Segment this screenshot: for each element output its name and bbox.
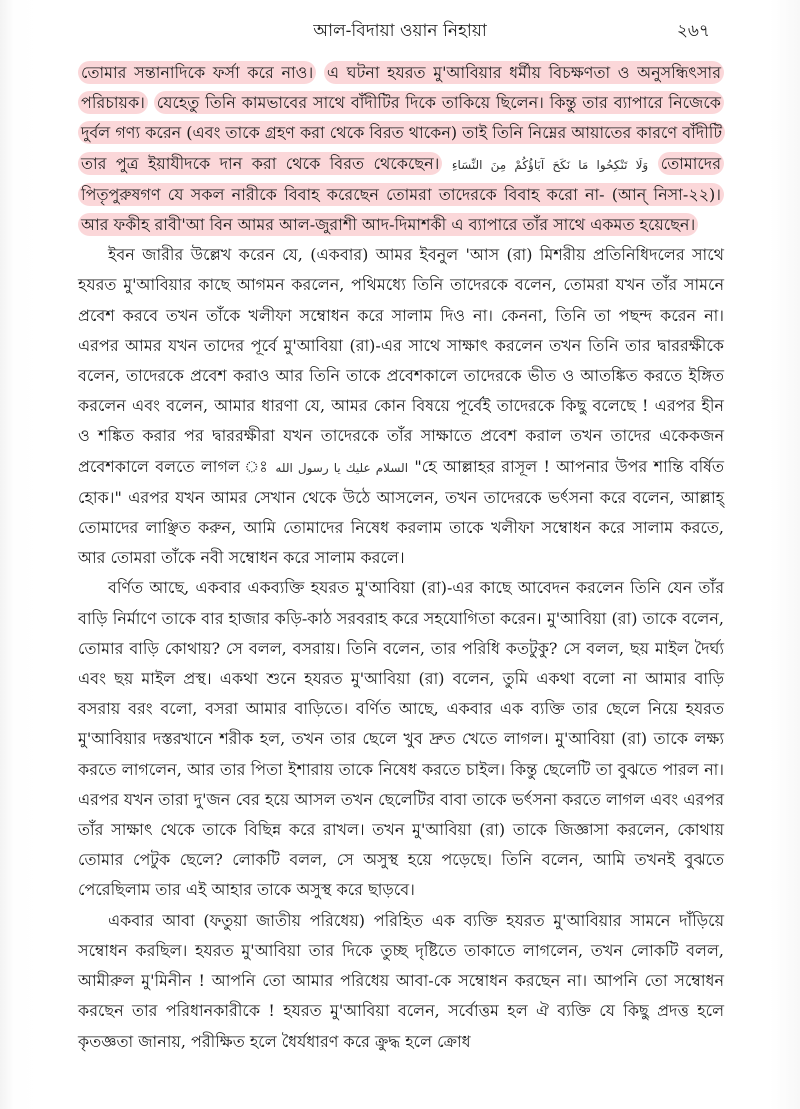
highlighted-text: এ ঘটনা হযরত মু'আবিয়ার ধর্মীয় বিচক্ষণতা ও অনুসন্ধিৎসার পরিচায়ক। <box>78 61 724 114</box>
paragraph-3: বর্ণিত আছে, একবার একব্যক্তি হযরত মু'আবিয়া (রা)-এর কাছে আবেদন করলেন তিনি যেন তাঁর বাড়ি নির্মাণে তাকে বার হাজার কড়ি-কাঠ সরবরাহ করে সহযোগিতা করেন। মু'আবিয়া (রা) তাকে বলেন, তোমার বাড়ি কোথায়? সে বলল, বসরায়। তিনি বলেন, তার পরিধি কতটুকু? সে বলল, ছয় মাইল দৈর্ঘ্য এবং ছয় মাইল প্রস্থ। একথা শুনে হযরত মু'আবিয়া (রা) বলেন, তুমি একথা বলো না আমার বাড়ি বসরায় বরং বলো, বসরা আমার বাড়িতে। বর্ণিত আছে, একবার এক ব্যক্তি তার ছেলে নিয়ে হযরত মু'আবিয়ার দস্তরখানে শরীক হল, তখন তার ছেলে খুব দ্রুত খেতে লাগল। মু'আবিয়া (রা) তাকে লক্ষ্য করতে লাগলেন, আর তার পিতা ইশারায় তাকে নিষেধ করতে চাইল। কিন্তু ছেলেটি তা বুঝতে পারল না। এরপর যখন তারা দু'জন বের হয়ে আসল তখন ছেলেটির বাবা তাকে ভর্ৎসনা করতে লাগল এবং এরপর তাঁর সাক্ষাৎ থেকে তাকে বিছিন্ন করে রাখল। তখন মু'আবিয়া (রা) তাকে জিজ্ঞাসা করলেন, কোথায় তোমার পেটুক ছেলে? লোকটি বলল, সে অসুস্থ হয়ে পড়েছে। তিনি বলেন, আমি তখনই বুঝতে পেরেছিলাম তার এই আহার তাকে অসুস্থ করে ছাড়বে। <box>78 578 724 900</box>
page-header <box>0 18 800 46</box>
arabic-verse: وَلَا تَنْكِحُوا مَا نَكَحَ آبَاؤُكُمْ مِنَ النِّسَاءِ <box>451 157 649 172</box>
paragraph-2 <box>78 240 724 573</box>
highlighted-text: যেহেতু তিনি কামভাবের সাথে বাঁদীটির দিকে তাকিয়ে ছিলেন। কিন্তু তার ব্যাপারে নিজেকে দুর্বল গণ্য করেন (এবং তাকে গ্রহণ করা থেকে বিরত থাকেন) তাই তিনি নিম্নের আয়াতের কারণে বাঁদীটি তার পুত্র ইয়াযীদকে দান করা থেকে বিরত থেকেছেন। <box>78 91 725 174</box>
arabic-greeting: السلام عليك يا رسول الله <box>275 460 409 475</box>
paragraph-4: একবার আবা (ফতুয়া জাতীয় পরিধেয়) পরিহিত এক ব্যক্তি হযরত মু'আবিয়ার সামনে দাঁড়িয়ে সম্বোধন করছিল। হযরত মু'আবিয়া তার দিকে তুচ্ছ দৃষ্টিতে তাকাতে লাগলেন, তখন লোকটি বলল, আমীরুল মু'মিনীন ! আপনি তো আমার পরিধেয় আবা-কে সম্বোধন করছেন না। আপনি তো সম্বোধন করছেন তার পরিধানকারীকে ! হযরত মু'আবিয়া বলেন, সর্বোত্তম হল ঐ ব্যক্তি যে কিছু প্রদত্ত হলে কৃতজ্ঞতা জানায়, পরীক্ষিত হলে ধৈর্যধারণ করে ক্রুদ্ধ হলে ক্রোধ <box>78 910 724 1051</box>
highlighted-text: তোমার সন্তানাদিকে ফর্সা করে নাও। <box>78 61 316 84</box>
page-number: ২৬৭ <box>676 21 710 41</box>
paragraph-text: "হে আল্লাহর রাসূল ! আপনার উপর শান্তি বর্ষিত হোক।" এরপর যখন আমর সেখান থেকে উঠে আসলেন, তখন তাদেরকে ভর্ৎসনা করে বলেন, আল্লাহ্ তোমাদের লাঞ্ছিত করুন, আমি তোমাদের নিষেধ করলাম তাকে খলীফা সম্বোধন করে সালাম করতে, আর তোমরা তাঁকে নবী সম্বোধন করে সালাম করলে। <box>78 456 725 568</box>
highlighted-text: তোমাদের পিতৃপুরুষগণ যে সকল নারীকে বিবাহ করেছেন তোমরা তাদেরকে বিবাহ করো না- (আন্ নিসা-২২)। আর ফকীহ রাবী'আ বিন আমর আল-জুরাশী আদ-দিমাশকী এ ব্যাপারে তাঁর সাথে একমত হয়েছেন। <box>78 152 724 236</box>
running-title: আল-বিদায়া ওয়ান নিহায়া <box>313 21 487 41</box>
paragraph-text: ইবন জারীর উল্লেখ করেন যে, (একবার) আমর ইবনুল 'আস (রা) মিশরীয় প্রতিনিধিদলের সাথে হযরত মু'আবিয়ার কাছে আগমন করলেন, পথিমধ্যে তিনি তাদেরকে বলেন, তোমরা যখন তাঁর সামনে প্রবেশ করবে তখন তাঁকে খলীফা সম্বোধন করে সালাম দিও না। কেননা, তিনি তা পছন্দ করেন না। এরপর আমর যখন তাদের পূর্বে মু'আবিয়া (রা)-এর সাথে সাক্ষাৎ করলেন তখন তিনি তার দ্বাররক্ষীকে বলেন, তাদেরকে প্রবেশ করাও আর তিনি তাকে প্রবেশকালে তাদেরকে ভীত ও আতঙ্কিত করতে ইঙ্গিত করলেন এবং বলেন, আমার ধারণা যে, আমর কোন বিষয়ে পূর্বেই তাদেরকে কিছু বলেছে ! এরপর হীন ও শঙ্কিত করার পর দ্বাররক্ষীরা যখন তাদেরকে তাঁর সাক্ষাতে প্রবেশ করাল তখন তাদের একেকজন প্রবেশকালে বলতে লাগল ঃ <box>78 245 724 476</box>
paragraph-1 <box>78 58 724 240</box>
page-body <box>78 58 724 1057</box>
